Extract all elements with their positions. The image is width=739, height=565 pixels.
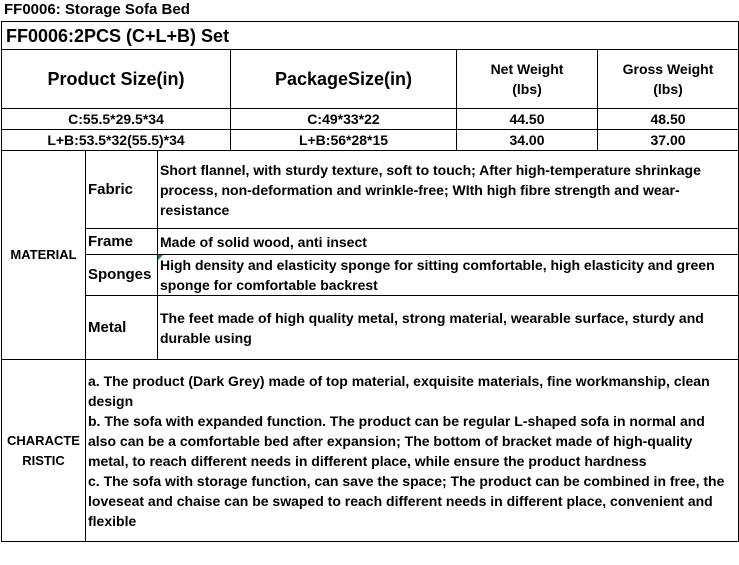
package-size-cell: L+B:56*28*15 bbox=[231, 130, 457, 151]
net-weight-cell: 44.50 bbox=[457, 109, 598, 130]
characteristic-point-b: b. The sofa with expanded function. The product can be regular L-shaped sofa in normal and also can be a comfortable bed after expansion; The bottom of bracket made of high-quality metal, to reach different needs in different place, while ensure the product hardness bbox=[88, 412, 705, 469]
material-name-fabric: Fabric bbox=[86, 151, 158, 229]
characteristic-point-c: c. The sofa with storage function, can save the space; The product can be combined in free, the loveseat and chaise can be swaped to reach different needs in different place, convenient and flexible bbox=[88, 472, 725, 529]
characteristic-desc bbox=[86, 360, 739, 542]
header-gross-weight bbox=[598, 50, 739, 109]
package-size-cell: C:49*33*22 bbox=[231, 109, 457, 130]
net-weight-cell: 34.00 bbox=[457, 130, 598, 151]
product-size-cell: C:55.5*29.5*34 bbox=[2, 109, 231, 130]
header-package-size: PackageSize(in) bbox=[231, 50, 457, 109]
material-desc-sponges: High density and elasticity sponge for sitting comfortable, high elasticity and green sponge for comfortable backrest bbox=[158, 255, 739, 296]
material-row-frame bbox=[2, 229, 739, 255]
set-title-row bbox=[2, 22, 739, 50]
material-row-metal bbox=[2, 296, 739, 360]
material-name-sponges: Sponges bbox=[86, 255, 158, 296]
set-title: FF0006:2PCS (C+L+B) Set bbox=[2, 22, 739, 50]
header-net-weight bbox=[457, 50, 598, 109]
characteristic-label-line2: RISTIC bbox=[22, 452, 65, 468]
material-desc-fabric: Short flannel, with sturdy texture, soft to touch; After high-temperature shrinkage process, non-deformation and wrinkle-free; WIth high fibre strength and wear-resistance bbox=[158, 151, 739, 229]
characteristic-label bbox=[2, 360, 86, 542]
material-row-sponges bbox=[2, 255, 739, 296]
gross-weight-cell: 37.00 bbox=[598, 130, 739, 151]
material-row-fabric bbox=[2, 151, 739, 229]
document-title: FF0006: Storage Sofa Bed bbox=[4, 1, 190, 18]
header-net-weight-label: Net Weight (lbs) bbox=[490, 61, 564, 97]
characteristic-label-line1: CHARACTE bbox=[7, 432, 80, 448]
material-desc-frame: Made of solid wood, anti insect bbox=[158, 229, 739, 255]
product-size-cell: L+B:53.5*32(55.5)*34 bbox=[2, 130, 231, 151]
table-row bbox=[2, 109, 739, 130]
header-gross-weight-label: Gross Weight (lbs) bbox=[622, 61, 714, 97]
characteristic-point-a: a. The product (Dark Grey) made of top material, exquisite materials, fine workmanship, clean design bbox=[88, 372, 710, 409]
material-name-metal: Metal bbox=[86, 296, 158, 360]
header-row bbox=[2, 50, 739, 109]
table-row bbox=[2, 130, 739, 151]
header-product-size: Product Size(in) bbox=[2, 50, 231, 109]
spec-table bbox=[1, 21, 739, 542]
material-name-frame: Frame bbox=[86, 229, 158, 255]
material-label: MATERIAL bbox=[2, 151, 86, 360]
gross-weight-cell: 48.50 bbox=[598, 109, 739, 130]
characteristic-row bbox=[2, 360, 739, 542]
material-desc-metal: The feet made of high quality metal, strong material, wearable surface, sturdy and durable using bbox=[158, 296, 739, 360]
